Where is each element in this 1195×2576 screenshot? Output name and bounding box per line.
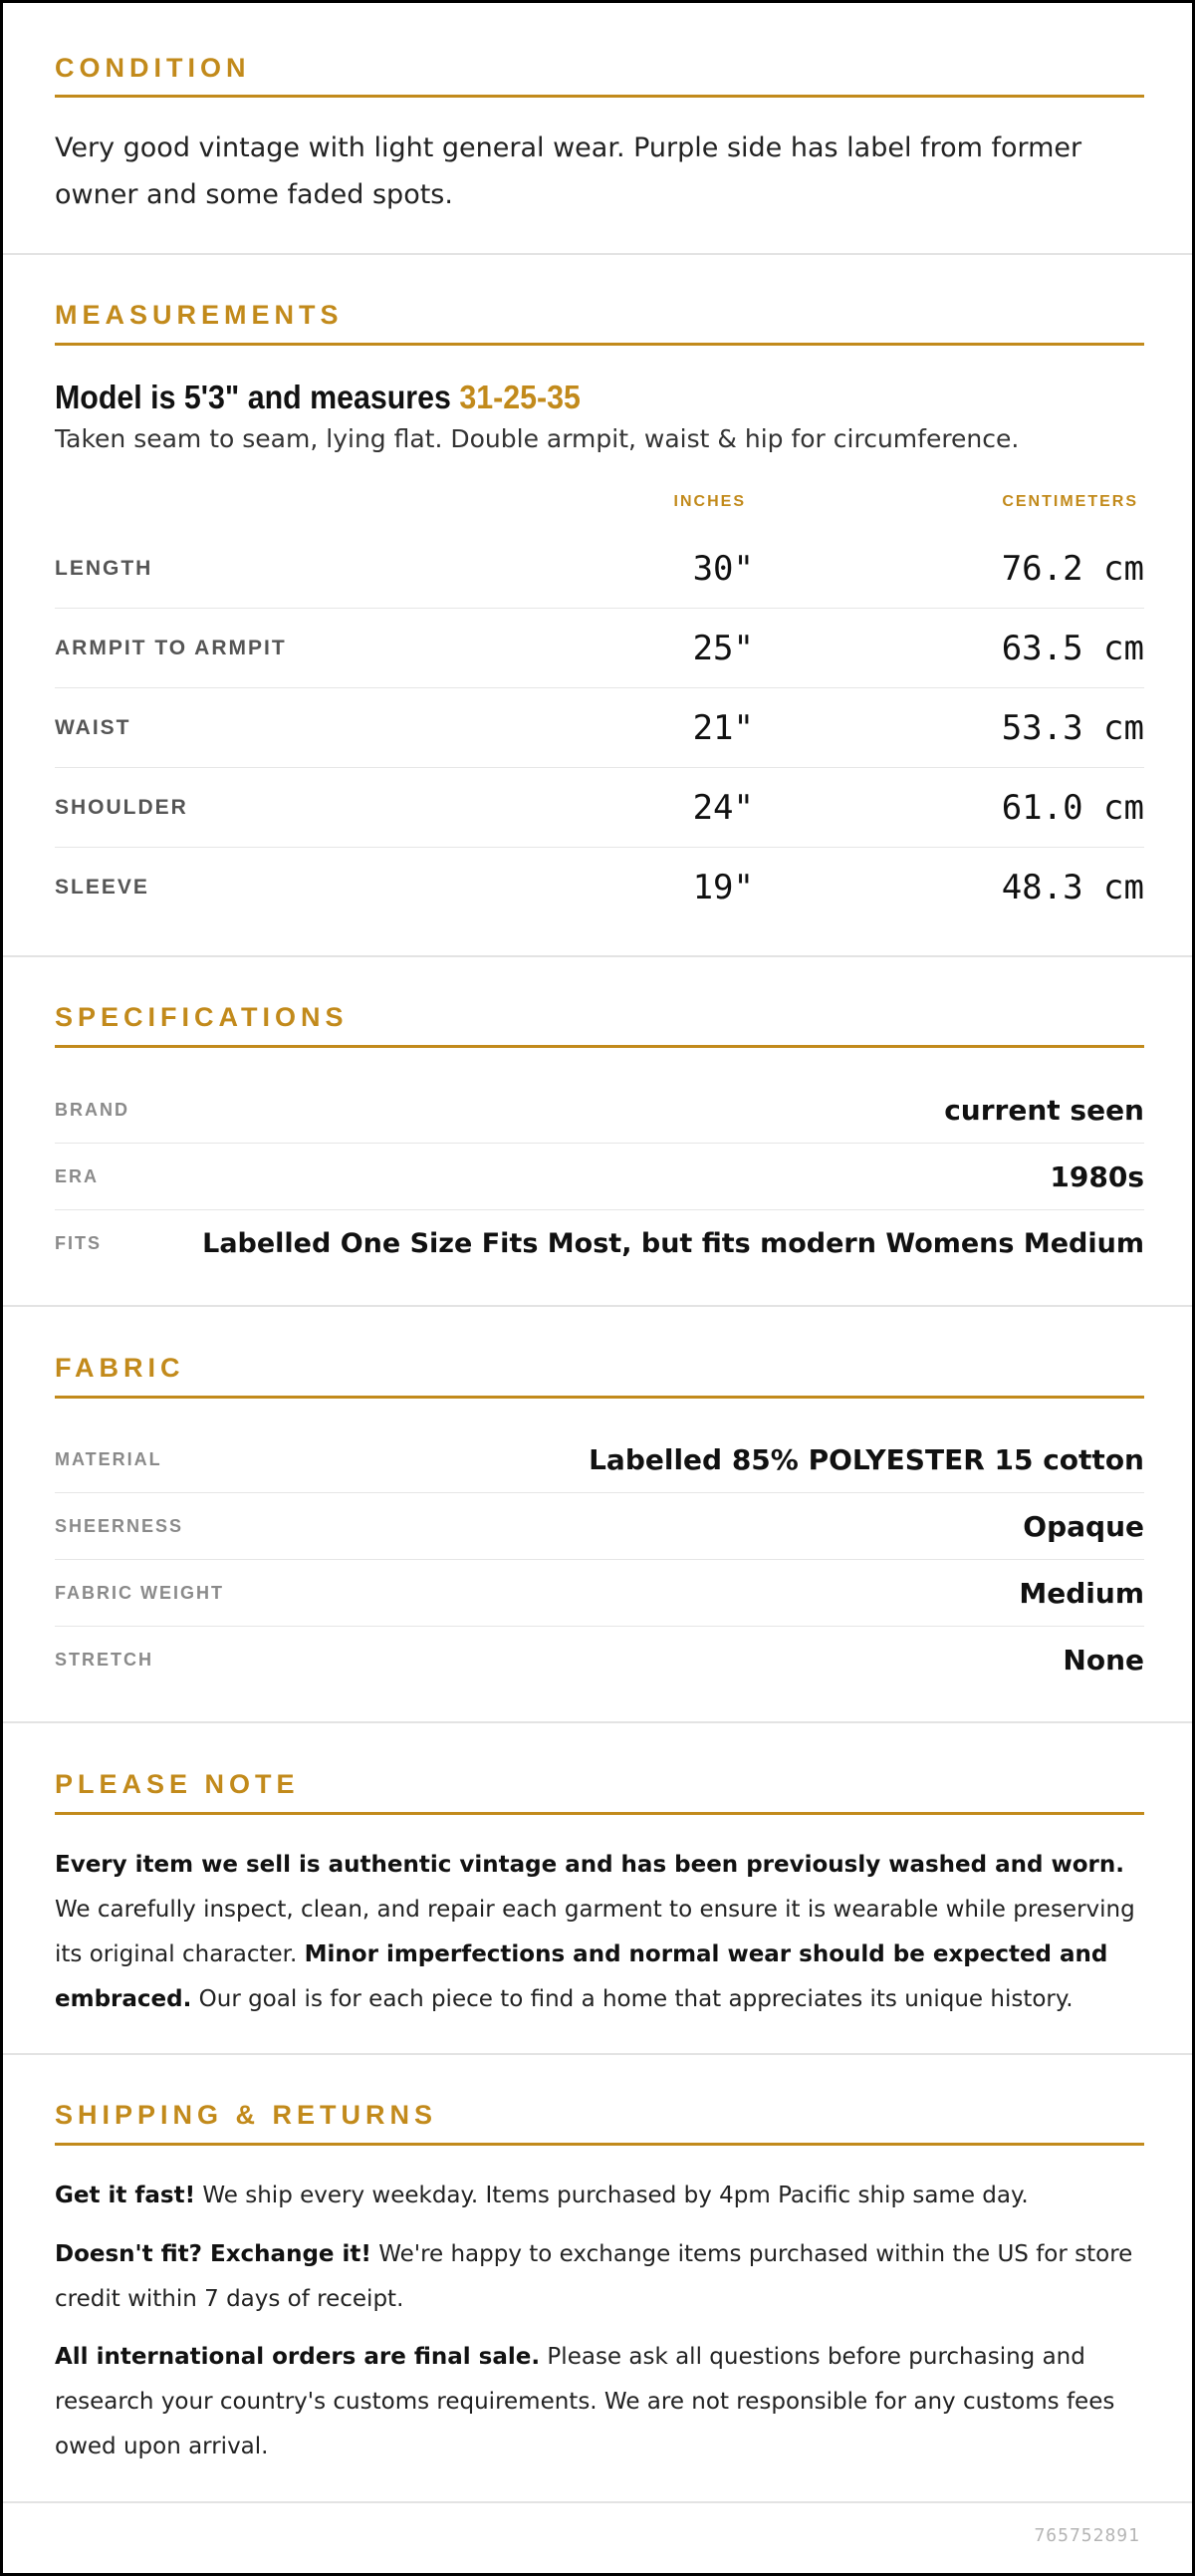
measurement-centimeters: 48.3 cm: [1001, 868, 1144, 907]
measurement-centimeters: 61.0 cm: [1001, 788, 1144, 828]
fabric-value: None: [1063, 1644, 1144, 1676]
fabric-value: Labelled 85% POLYESTER 15 cotton: [589, 1443, 1144, 1476]
section-divider: [3, 1721, 1192, 1723]
shipping-bold-3: All international orders are final sale.: [55, 2344, 541, 2370]
shipping-paragraph-2: [55, 2232, 1144, 2322]
column-header-centimeters: CENTIMETERS: [1002, 493, 1138, 510]
condition-text: Very good vintage with light general wear. Purple side has label from former owner and some faded spots.: [55, 132, 1082, 210]
spec-row: [55, 1144, 1144, 1210]
model-prefix: Model is 5'3" and measures: [55, 379, 460, 415]
fabric-row: [55, 1493, 1144, 1560]
spec-value: 1980s: [1050, 1160, 1144, 1193]
shipping-text-1: We ship every weekday. Items purchased by 4pm Pacific ship same day.: [195, 2183, 1029, 2208]
measurement-label: SLEEVE: [55, 876, 149, 899]
fabric-heading: FABRIC: [55, 1353, 185, 1383]
spec-label: ERA: [55, 1166, 100, 1186]
measurements-rule: [55, 343, 1144, 346]
measurement-inches: 24": [692, 788, 754, 828]
please-note-text-2: Our goal is for each piece to find a home that appreciates its unique history.: [191, 1986, 1074, 2012]
fabric-label: MATERIAL: [55, 1449, 162, 1469]
fabric-value: Medium: [1019, 1577, 1144, 1610]
fabric-row: [55, 1560, 1144, 1627]
shipping-bold-2: Doesn't fit? Exchange it!: [55, 2241, 371, 2267]
model-measures: 31-25-35: [459, 379, 581, 415]
fabric-label: SHEERNESS: [55, 1516, 184, 1536]
shipping-heading: SHIPPING & RETURNS: [55, 2100, 438, 2130]
spec-label: BRAND: [55, 1100, 129, 1120]
measurement-row: [55, 609, 1144, 688]
please-note-bold-2: Minor imperfections and normal wear should be expected and embraced.: [55, 1941, 1108, 2012]
shipping-text-2: We're happy to exchange items purchased within the US for store credit within 7 days of receipt.: [55, 2241, 1133, 2312]
measurement-label: SHOULDER: [55, 796, 188, 819]
shipping-bold-1: Get it fast!: [55, 2183, 196, 2208]
section-divider: [3, 1305, 1192, 1307]
measurement-centimeters: 63.5 cm: [1001, 629, 1144, 668]
measurement-inches: 19": [692, 868, 754, 907]
spec-row: [55, 1077, 1144, 1144]
section-divider: [3, 253, 1192, 255]
spec-row: [55, 1210, 1144, 1277]
shipping-rule: [55, 2143, 1144, 2146]
specifications-rule: [55, 1045, 1144, 1048]
shipping-paragraph-3: [55, 2335, 1144, 2469]
measurement-row: [55, 848, 1144, 927]
sku-number: 765752891: [1034, 2525, 1140, 2546]
section-divider: [3, 2053, 1192, 2055]
spec-value: current seen: [944, 1094, 1144, 1127]
measurements-heading: MEASUREMENTS: [55, 300, 344, 330]
section-divider: [3, 2501, 1192, 2503]
spec-value: Labelled One Size Fits Most, but fits modern Womens Medium: [202, 1228, 1144, 1259]
please-note-bold-1: Every item we sell is authentic vintage and has been previously washed and worn.: [55, 1852, 1124, 1878]
measurement-inches: 21": [692, 708, 754, 748]
fabric-label: FABRIC WEIGHT: [55, 1583, 224, 1603]
fabric-label: STRETCH: [55, 1650, 153, 1670]
measurement-row: [55, 529, 1144, 609]
measurement-row: [55, 688, 1144, 768]
measurement-centimeters: 53.3 cm: [1001, 708, 1144, 748]
shipping-text-3: Please ask all questions before purchasing and research your country's customs requirements. We are not responsible for any customs fees owed upon arrival.: [55, 2344, 1115, 2459]
fabric-row: [55, 1627, 1144, 1693]
measurement-label: WAIST: [55, 716, 131, 739]
measurement-inches: 25": [692, 629, 754, 668]
please-note-rule: [55, 1812, 1144, 1815]
please-note-text: [55, 1843, 1144, 2022]
spec-label: FITS: [55, 1233, 102, 1253]
specifications-heading: SPECIFICATIONS: [55, 1002, 349, 1032]
section-divider: [3, 955, 1192, 957]
please-note-text-1: We carefully inspect, clean, and repair each garment to ensure it is wearable while preserving its original character.: [55, 1897, 1135, 1967]
measurement-inches: 30": [692, 549, 754, 589]
shipping-paragraph-1: [55, 2174, 1144, 2218]
measurement-label: LENGTH: [55, 557, 153, 580]
condition-rule: [55, 95, 1144, 98]
column-header-inches: INCHES: [673, 493, 746, 510]
fabric-value: Opaque: [1023, 1510, 1144, 1543]
condition-heading: CONDITION: [55, 53, 251, 83]
measurement-centimeters: 76.2 cm: [1001, 549, 1144, 589]
fabric-row: [55, 1426, 1144, 1493]
measurement-row: [55, 768, 1144, 848]
please-note-heading: PLEASE NOTE: [55, 1769, 300, 1799]
measurements-subtitle: Taken seam to seam, lying flat. Double armpit, waist & hip for circumference.: [55, 424, 1020, 453]
model-measurements-title: [55, 379, 581, 416]
measurement-label: ARMPIT TO ARMPIT: [55, 637, 287, 659]
fabric-rule: [55, 1396, 1144, 1399]
